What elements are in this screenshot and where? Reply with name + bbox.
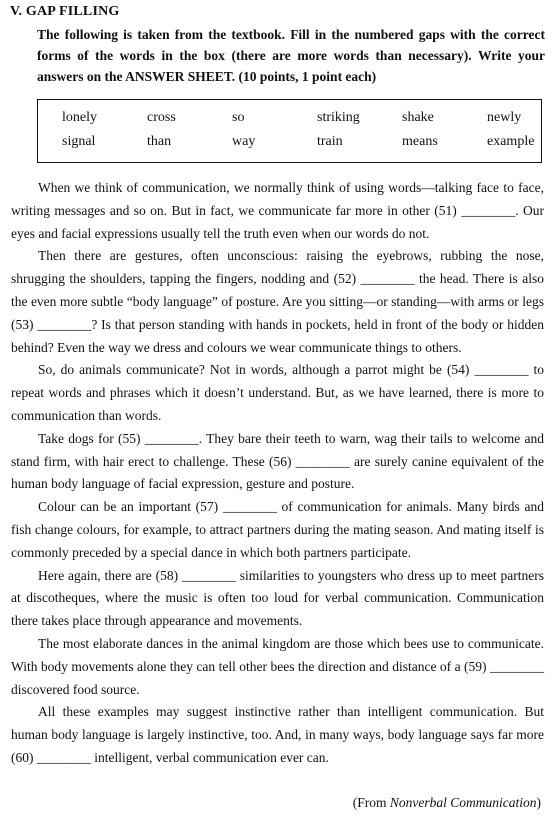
word-item: shake xyxy=(402,110,434,125)
paragraph-8 xyxy=(11,701,544,769)
word-item: signal xyxy=(62,134,96,149)
word-item: train xyxy=(317,134,343,149)
paragraph-text: . Our eyes and facial expressions usually tell the truth even when our words do not. xyxy=(11,202,544,241)
paragraph-text: All these examples may suggest instinctive rather than intelligent communication. But human body language is largely instinctive, too. And, in many ways, body language says far more xyxy=(11,704,544,743)
paragraph-text: are surely canine equivalent of the human body language of facial expression, gesture and posture. xyxy=(11,453,544,492)
word-item: so xyxy=(232,110,245,125)
paragraph-7 xyxy=(11,633,544,701)
paragraph-text: similarities to youngsters who dress up to meet partners at discotheques, where the music is often too loud for verbal communication. Communication there takes place through appearance and movements. xyxy=(11,567,544,629)
paragraph-5 xyxy=(11,496,544,564)
gap-56: (56) ________ xyxy=(269,453,350,469)
paragraph-text: intelligent, verbal communication ever can. xyxy=(90,749,329,765)
paragraph-text: discovered food source. xyxy=(11,681,140,697)
paragraph-text: The most elaborate dances in the animal kingdom are those which bees use to communicate. With body movements alone they can tell other bees the direction and distance of a xyxy=(11,635,544,674)
section-instructions: The following is taken from the textbook. Fill in the numbered gaps with the correct forms of the words in the box (there are more words than necessary). Write your answers on the ANSWER SHEET. (10 points, 1 point each) xyxy=(37,27,545,84)
passage xyxy=(11,177,544,770)
word-item: means xyxy=(402,134,438,149)
gap-58: (58) ________ xyxy=(155,567,236,583)
paragraph-text: Here again, there are xyxy=(38,567,156,583)
word-item: lonely xyxy=(62,110,97,125)
gap-55: (55) ________ xyxy=(118,430,199,446)
word-item: newly xyxy=(487,110,522,125)
word-item: example xyxy=(487,134,535,149)
word-item: than xyxy=(147,134,172,149)
word-grid xyxy=(62,110,555,158)
paragraph-text: Then there are gestures, often unconscious: raising the eyebrows, rubbing the nose, shrugging the shoulders, tapping the fingers, nodding and xyxy=(11,248,544,287)
gap-51: (51) ________ xyxy=(434,202,516,218)
paragraph-6 xyxy=(11,565,544,633)
word-item: way xyxy=(232,134,256,149)
paragraph-1 xyxy=(11,177,544,245)
gap-57: (57) ________ xyxy=(195,499,277,515)
gap-53: (53) ________ xyxy=(11,316,92,332)
paragraph-text: . They bare their teeth to warn, wag their tails to welcome and stand firm, with hair erect to challenge. These xyxy=(11,430,544,469)
paragraph-text: When we think of communication, we normally think of using words—talking face to face, writing messages and so on. But in fact, we communicate far more in other xyxy=(11,180,544,218)
paragraph-3 xyxy=(11,359,544,427)
word-item: striking xyxy=(317,110,360,125)
gap-54: (54) ________ xyxy=(446,362,529,378)
word-box xyxy=(37,99,542,163)
paragraph-text: Colour can be an important xyxy=(38,499,196,515)
source-suffix: ) xyxy=(536,795,541,810)
paragraph-text: to repeat words and phrases which it doesn’t understand. But, as we have learned, there is more to communication than words. xyxy=(11,362,544,423)
paragraph-text: of communication for animals. Many birds and fish change colours, for example, to attract partners during the mating season. And mating itself is commonly preceded by a special dance in which both partners participate. xyxy=(11,499,544,560)
gap-59: (59) ________ xyxy=(464,658,544,674)
paragraph-4 xyxy=(11,428,544,496)
section-heading: V. GAP FILLING xyxy=(10,4,120,19)
paragraph-text: ? Is that person standing with hands in pockets, held in front of the body or hidden behind? Even the way we dress and colours we wear communicate things to others. xyxy=(11,316,544,355)
paragraph-text: So, do animals communicate? Not in words, although a parrot might be xyxy=(38,362,447,378)
source-prefix: (From xyxy=(352,795,390,810)
source-citation xyxy=(353,795,541,811)
gap-52: (52) ________ xyxy=(333,271,415,287)
paragraph-text: Take dogs for xyxy=(38,430,118,446)
word-item: cross xyxy=(147,110,176,125)
paragraph-text: the head. There is also the even more subtle “body language” of posture. Are you sitting—or standing—with arms or legs xyxy=(11,271,544,309)
gap-60: (60) ________ xyxy=(11,749,91,765)
paragraph-2 xyxy=(11,245,544,359)
source-title: Nonverbal Communication xyxy=(389,795,537,810)
